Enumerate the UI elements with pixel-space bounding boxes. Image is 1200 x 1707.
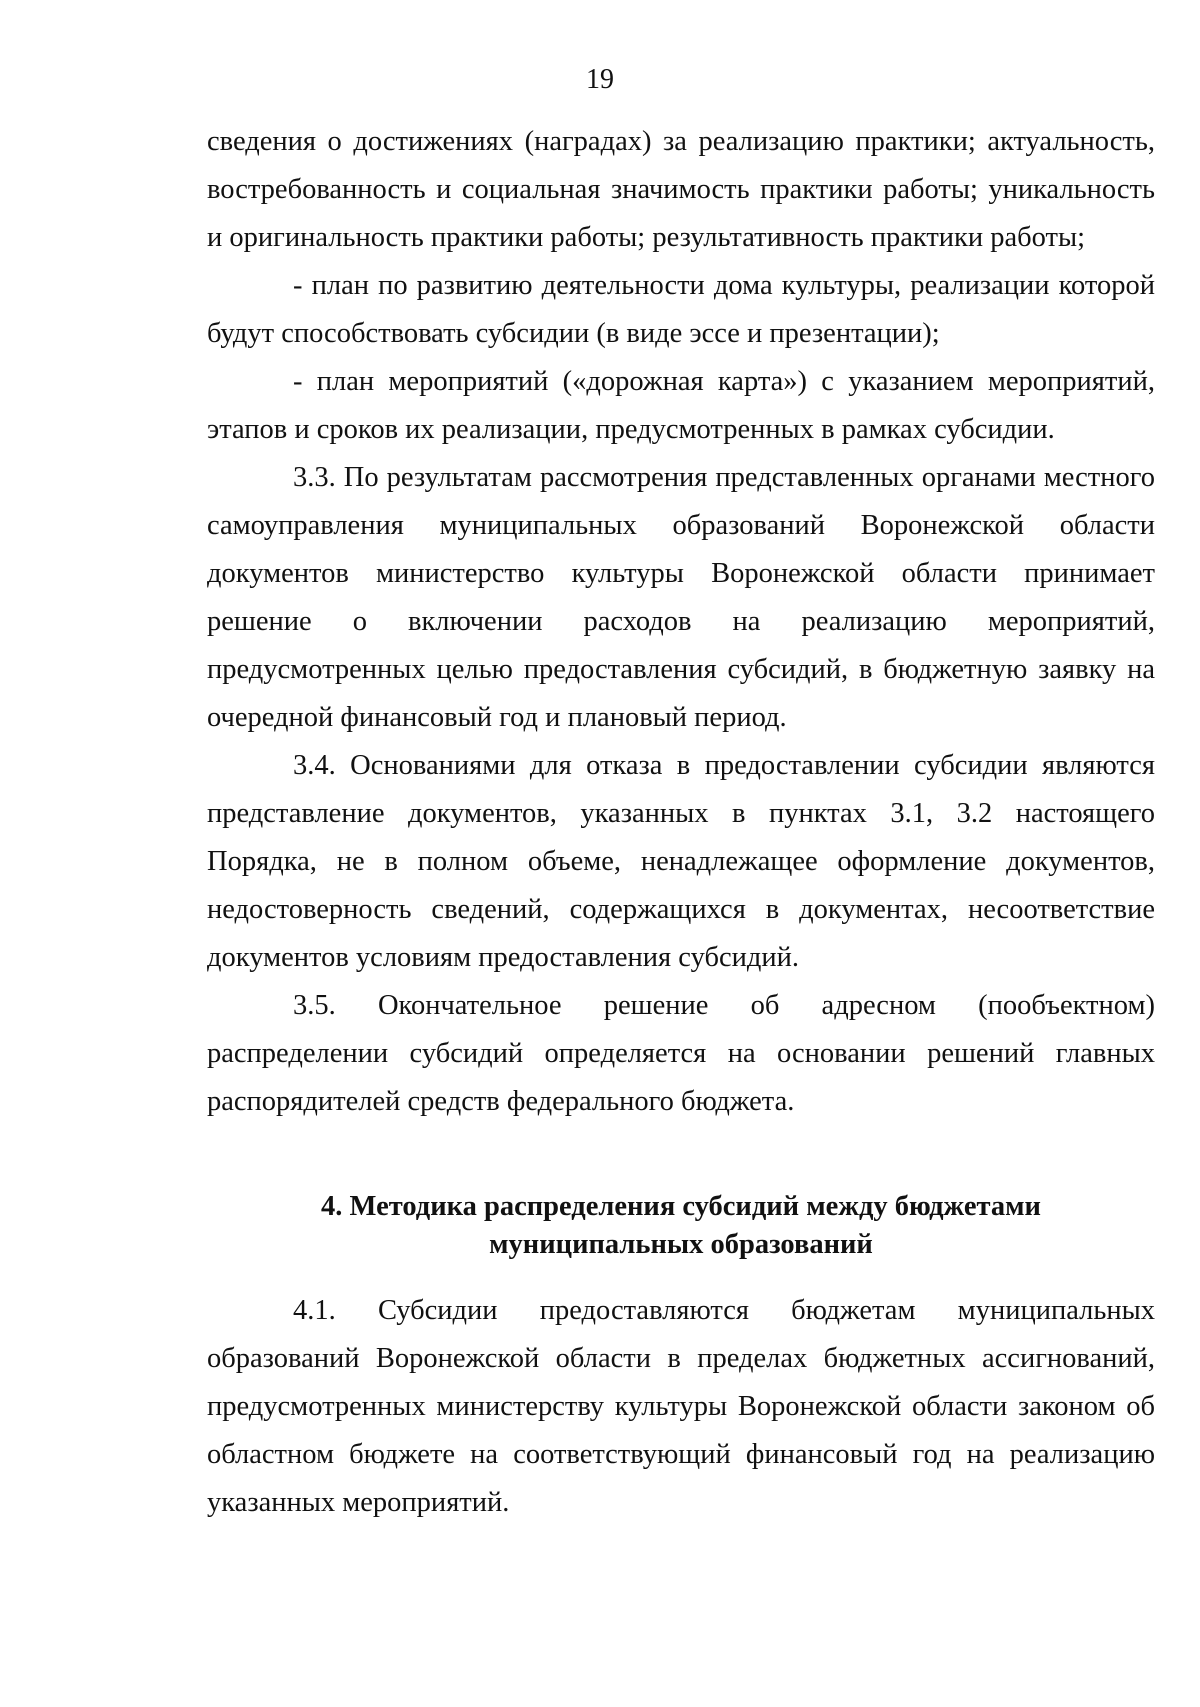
paragraph-3-4: 3.4. Основаниями для отказа в предоставлении субсидии являются представление документов, указанных в пунктах 3.1, 3.2 настоящего Порядка, не в полном объеме, ненадлежащее оформление документов, недостоверность сведений, содержащихся в документах, несоответствие документов условиям предоставления субсидий. (207, 750, 1155, 973)
section-4-text (207, 1287, 1155, 1527)
section-3-text (207, 118, 1155, 1126)
section-4-heading-line-2: муниципальных образований (489, 1229, 873, 1260)
paragraph-achievements: сведения о достижениях (наградах) за реализацию практики; актуальность, востребованность и социальная значимость практики работы; уникальность и оригинальность практики работы; результативность практики работы; (207, 126, 1155, 253)
paragraph-roadmap: - план мероприятий («дорожная карта») с указанием мероприятий, этапов и сроков их реализации, предусмотренных в рамках субсидии. (207, 366, 1155, 445)
paragraph-4-1: 4.1. Субсидии предоставляются бюджетам муниципальных образований Воронежской области в пределах бюджетных ассигнований, предусмотренных министерству культуры Воронежской области законом об областном бюджете на соответствующий финансовый год на реализацию указанных мероприятий. (207, 1295, 1155, 1518)
section-4-heading-line-1: 4. Методика распределения субсидий между бюджетами (321, 1191, 1041, 1222)
page-number: 19 (586, 64, 614, 95)
paragraph-development-plan: - план по развитию деятельности дома культуры, реализации которой будут способствовать субсидии (в виде эссе и презентации); (207, 270, 1155, 349)
paragraph-3-5: 3.5. Окончательное решение об адресном (пообъектном) распределении субсидий определяется на основании решений главных распорядителей средств федерального бюджета. (207, 990, 1155, 1117)
section-4-heading (207, 1188, 1155, 1264)
paragraph-3-3: 3.3. По результатам рассмотрения представленных органами местного самоуправления муниципальных образований Воронежской области документов министерство культуры Воронежской области принимает решение о включении расходов на реализацию мероприятий, предусмотренных целью предоставления субсидий, в бюджетную заявку на очередной финансовый год и плановый период. (207, 462, 1155, 733)
